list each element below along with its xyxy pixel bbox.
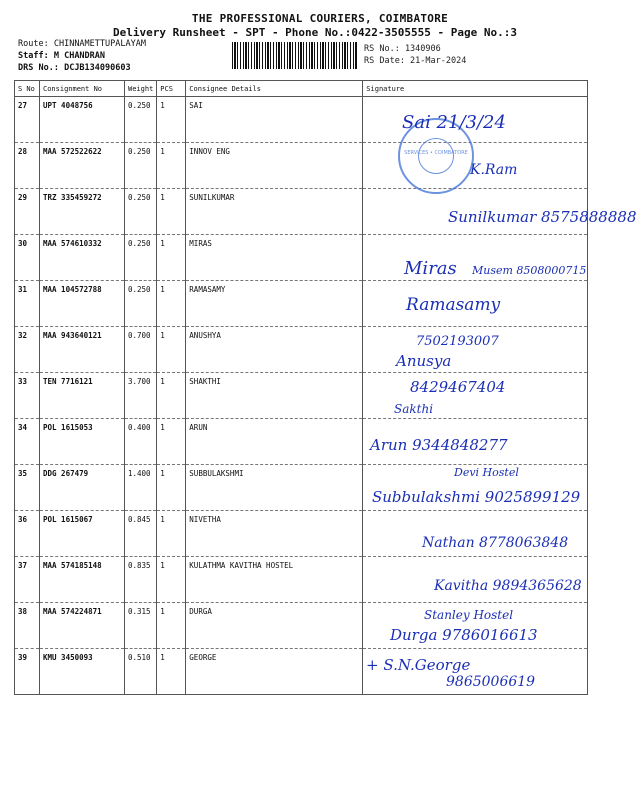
cell-sno: 32 <box>15 327 40 373</box>
cell-cons: TEN 7716121 <box>40 373 125 419</box>
cell-sno: 27 <box>15 97 40 143</box>
cell-cons: MAA 574224871 <box>40 603 125 649</box>
cell-name: GEORGE <box>186 649 363 695</box>
cell-sno: 30 <box>15 235 40 281</box>
rs-number: RS No.: 1340906 <box>364 44 441 54</box>
route-value: CHINNAMETTUPALAYAM <box>53 39 146 49</box>
cell-sno: 36 <box>15 511 40 557</box>
col-weight: Weight <box>125 81 157 97</box>
cell-pcs: 1 <box>157 97 186 143</box>
cell-pcs: 1 <box>157 603 186 649</box>
col-signature: Signature <box>363 81 588 97</box>
cell-pcs: 1 <box>157 281 186 327</box>
cell-name: NIVETHA <box>186 511 363 557</box>
signature: Anusya <box>396 352 452 370</box>
route-line <box>18 39 146 49</box>
cell-pcs: 1 <box>157 465 186 511</box>
cell-sno: 29 <box>15 189 40 235</box>
signature: 8429467404 <box>410 378 506 396</box>
signature: Ramasamy <box>406 295 501 315</box>
cell-wt: 0.250 <box>125 97 157 143</box>
cell-sno: 37 <box>15 557 40 603</box>
cell-pcs: 1 <box>157 557 186 603</box>
drs-label: DRS No.: <box>18 63 59 73</box>
cell-name: SAI <box>186 97 363 143</box>
cell-name: SUNILKUMAR <box>186 189 363 235</box>
cell-wt: 0.250 <box>125 235 157 281</box>
signature: Kavitha 9894365628 <box>434 578 582 594</box>
cell-pcs: 1 <box>157 373 186 419</box>
signature: K.Ram <box>470 162 518 178</box>
cell-name: ARUN <box>186 419 363 465</box>
signature: Arun 9344848277 <box>370 436 508 454</box>
signature: Sakthi <box>394 402 434 416</box>
cell-sno: 28 <box>15 143 40 189</box>
cell-cons: MAA 574185148 <box>40 557 125 603</box>
signature: 7502193007 <box>416 334 499 349</box>
drs-value: DCJB134090603 <box>64 63 131 73</box>
drs-line <box>18 63 131 73</box>
cell-wt: 3.700 <box>125 373 157 419</box>
cell-pcs: 1 <box>157 327 186 373</box>
route-label: Route: <box>18 39 49 49</box>
col-consignment: Consignment No <box>40 81 125 97</box>
cell-name: DURGA <box>186 603 363 649</box>
signature: Devi Hostel <box>454 466 519 479</box>
cell-pcs: 1 <box>157 419 186 465</box>
cell-name: KULATHMA KAVITHA HOSTEL <box>186 557 363 603</box>
signature: Stanley Hostel <box>424 608 514 622</box>
signature: Durga 9786016613 <box>390 626 538 644</box>
cell-wt: 0.700 <box>125 327 157 373</box>
staff-line <box>18 51 105 61</box>
cell-name: SHAKTHI <box>186 373 363 419</box>
cell-sno: 31 <box>15 281 40 327</box>
cell-cons: TRZ 335459272 <box>40 189 125 235</box>
cell-wt: 0.250 <box>125 143 157 189</box>
cell-cons: KMU 3450093 <box>40 649 125 695</box>
cell-name: ANUSHYA <box>186 327 363 373</box>
signature: Musem 8508000715 <box>472 264 587 277</box>
cell-cons: MAA 943640121 <box>40 327 125 373</box>
signature: 9865006619 <box>446 674 536 690</box>
cell-cons: POL 1615067 <box>40 511 125 557</box>
runsheet-subtitle: Delivery Runsheet - SPT - Phone No.:0422-3505555 - Page No.:3 <box>113 26 517 39</box>
staff-value: M CHANDRAN <box>53 51 106 61</box>
stamp-text: SERVICES • COIMBATORE <box>404 150 468 156</box>
cell-pcs: 1 <box>157 143 186 189</box>
cell-sno: 33 <box>15 373 40 419</box>
barcode <box>232 42 358 69</box>
cell-sno: 38 <box>15 603 40 649</box>
cell-cons: DDG 267479 <box>40 465 125 511</box>
col-pcs: PCS <box>157 81 186 97</box>
cell-wt: 0.835 <box>125 557 157 603</box>
cell-wt: 0.510 <box>125 649 157 695</box>
company-title: THE PROFESSIONAL COURIERS, COIMBATORE <box>191 12 449 25</box>
cell-sno: 39 <box>15 649 40 695</box>
cell-cons: MAA 104572788 <box>40 281 125 327</box>
table-row <box>15 327 588 373</box>
signature: Nathan 8778063848 <box>422 535 569 551</box>
cell-wt: 1.400 <box>125 465 157 511</box>
cell-name: INNOV ENG <box>186 143 363 189</box>
cell-cons: MAA 572522622 <box>40 143 125 189</box>
signature: + S.N.George <box>366 656 471 674</box>
cell-wt: 0.315 <box>125 603 157 649</box>
cell-sno: 34 <box>15 419 40 465</box>
table-header-row <box>15 81 588 97</box>
col-consignee: Consignee Details <box>186 81 363 97</box>
cell-pcs: 1 <box>157 235 186 281</box>
col-sno: S No <box>15 81 40 97</box>
cell-wt: 0.400 <box>125 419 157 465</box>
signature: Sunilkumar 8575888888 <box>448 208 636 226</box>
cell-cons: MAA 574610332 <box>40 235 125 281</box>
table-row <box>15 281 588 327</box>
cell-pcs: 1 <box>157 649 186 695</box>
signature: Miras <box>404 258 457 279</box>
cell-wt: 0.845 <box>125 511 157 557</box>
cell-cons: POL 1615053 <box>40 419 125 465</box>
stamp-inner-ring <box>418 138 454 174</box>
signature: Subbulakshmi 9025899129 <box>372 488 581 506</box>
staff-label: Staff: <box>18 51 49 61</box>
cell-name: RAMASAMY <box>186 281 363 327</box>
cell-pcs: 1 <box>157 189 186 235</box>
cell-name: MIRAS <box>186 235 363 281</box>
cell-wt: 0.250 <box>125 189 157 235</box>
cell-sno: 35 <box>15 465 40 511</box>
cell-pcs: 1 <box>157 511 186 557</box>
cell-wt: 0.250 <box>125 281 157 327</box>
rs-date: RS Date: 21-Mar-2024 <box>364 56 467 66</box>
signature: Sai 21/3/24 <box>402 112 506 133</box>
cell-cons: UPT 4048756 <box>40 97 125 143</box>
cell-name: SUBBULAKSHMI <box>186 465 363 511</box>
